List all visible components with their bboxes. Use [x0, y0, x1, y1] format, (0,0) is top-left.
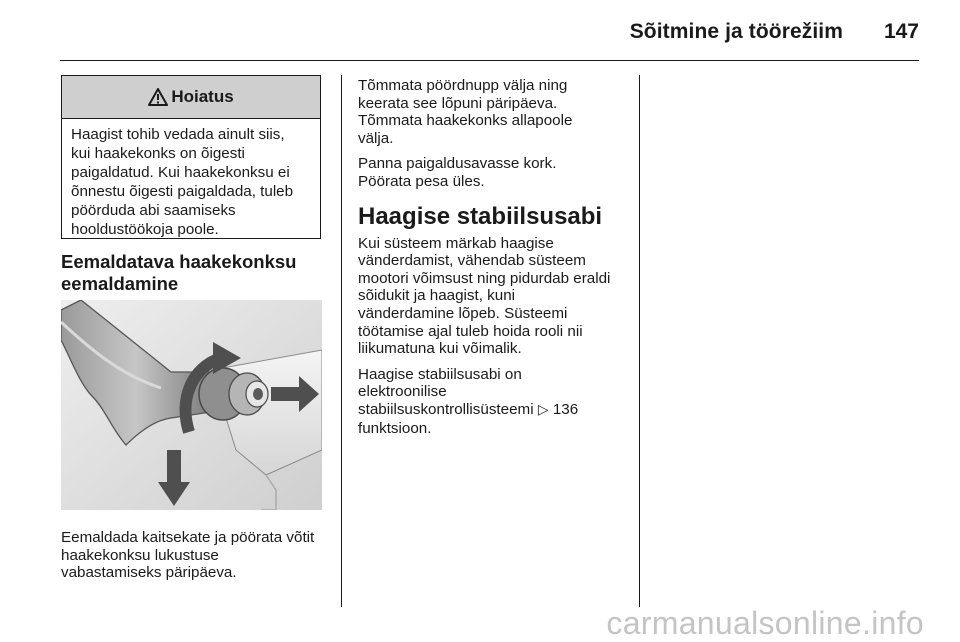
text-line: Haagise stabiilsusabi on — [358, 365, 522, 383]
caption-line: Eemaldada kaitsekate ja pöörata võtit — [61, 529, 315, 546]
text-line: sõidukit ja haagist, kuni — [358, 287, 516, 305]
page-number: 147 — [883, 20, 919, 43]
section-heading-trailer-stability: Haagise stabiilsusabi — [358, 202, 603, 230]
text-line: keerata see lõpuni päripäeva. — [358, 94, 558, 112]
chapter-title: Sõitmine ja töörežiim — [629, 20, 843, 43]
warning-header — [62, 76, 320, 119]
page-header — [60, 16, 919, 61]
tow-hitch-removal-illustration — [61, 300, 322, 510]
column-divider-left — [341, 75, 342, 607]
paragraph-esc-reference — [358, 366, 643, 437]
warning-line: kui haakekonks on õigesti — [71, 145, 245, 162]
paragraph-cap — [358, 155, 643, 190]
middle-column — [358, 77, 643, 445]
text-line: Tõmmata haakekonks allapoole — [358, 112, 573, 130]
text-line: Panna paigaldusavasse kork. — [358, 155, 557, 173]
text-line: välja. — [358, 129, 394, 147]
warning-line: hooldustöökoja poole. — [71, 221, 219, 238]
warning-line: paigaldatud. Kui haakekonksu ei — [71, 164, 290, 181]
text-line: funktsioon. — [358, 419, 432, 437]
warning-box — [61, 75, 321, 239]
warning-text — [62, 119, 320, 239]
text-line: Kui süsteem märkab haagise — [358, 234, 554, 252]
paragraph-stability-description — [358, 235, 643, 358]
text-line: elektroonilise — [358, 383, 447, 401]
page-reference-link[interactable]: 136 — [552, 400, 579, 418]
paragraph-pull-knob — [358, 77, 643, 147]
watermark: carmanualsonline.info — [606, 605, 924, 641]
text-line: liikumatuna kui võimalik. — [358, 340, 522, 358]
warning-title: Hoiatus — [171, 87, 234, 106]
text-line: Tõmmata pöördnupp välja ning — [358, 77, 568, 94]
text-line: vänderdamist, vähendab süsteem — [358, 252, 586, 270]
page-reference-arrow-icon: ▷ — [537, 401, 549, 418]
warning-triangle-icon — [148, 88, 168, 106]
heading-line: Eemaldatava haakekonksu — [61, 251, 297, 272]
text-line: mootori võimsust ning pidurdab eraldi — [358, 269, 611, 287]
text-line: Pöörata pesa üles. — [358, 172, 485, 190]
warning-line: õnnestu õigesti paigaldada, tuleb — [71, 183, 294, 200]
text-line: stabiilsuskontrollisüsteemi — [358, 400, 534, 418]
section-heading-hitch-removal — [61, 251, 331, 295]
text-line: vänderdamine lõpeb. Süsteemi — [358, 304, 568, 322]
warning-line: pöörduda abi saamiseks — [71, 202, 236, 219]
caption-line: vabastamiseks päripäeva. — [61, 564, 237, 582]
text-line: töötamise ajal tuleb hoida rooli nii — [358, 322, 583, 340]
warning-line: Haagist tohib vedada ainult siis, — [71, 126, 285, 143]
caption-line: haakekonksu lukustuse — [61, 546, 219, 564]
heading-line: eemaldamine — [61, 273, 179, 294]
figure-caption — [61, 529, 336, 582]
